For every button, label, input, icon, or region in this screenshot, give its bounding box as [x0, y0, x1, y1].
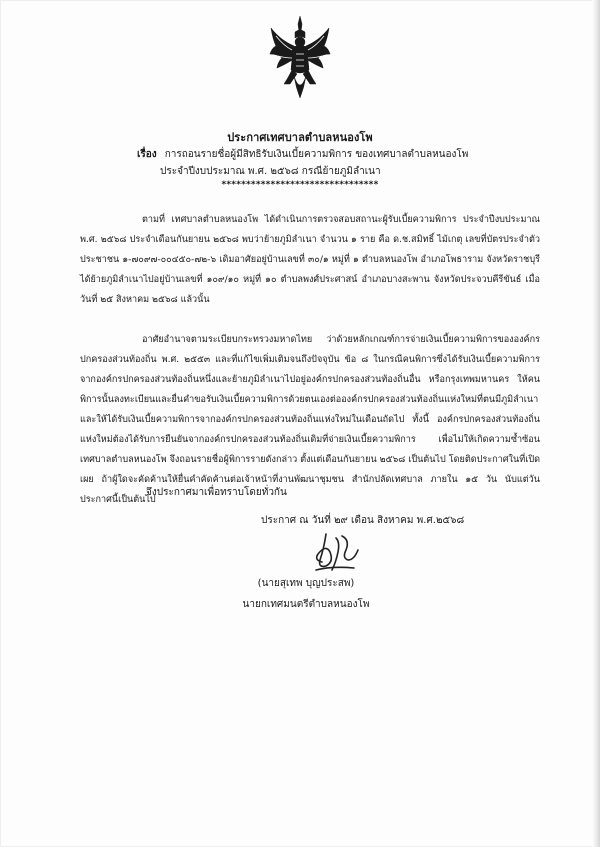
subject-label: เรื่อง	[137, 149, 157, 160]
subject-block	[137, 146, 577, 180]
handwritten-signature-icon	[296, 530, 376, 578]
subject-line-1: การถอนรายชื่อผู้มีสิทธิรับเงินเบี้ยความพิการ ของเทศบาลตำบลหนองโพ	[164, 149, 469, 160]
closing-statement: จึงประกาศมาเพื่อทราบโดยทั่วกัน	[146, 487, 287, 498]
garuda-emblem-icon	[268, 14, 332, 100]
announcement-heading: ประกาศเทศบาลตำบลหนองโพ	[227, 131, 373, 144]
body-paragraph-1: ตามที่ เทศบาลตำบลหนองโพ ได้ดำเนินการตรวจสอบสถานะผู้รับเบี้ยความพิการ ประจำปีงบประมาณ พ.ศ. ๒๕๖๘ ประจำเดือนกันยายน ๒๕๖๘ พบว่าย้ายภูมิลำเนา จำนวน ๑ ราย คือ ด.ช.สมิทธิ์ ไม้เกตุ เลขที่บัตรประจำตัวประชาชน ๑-๗๐๙๗-๐๐๔๕๐-๗๒-๖ เดิมอาศัยอยู่บ้านเลขที่ ๓๐/๑ หมู่ที่ ๑ ตำบลหนองโพ อำเภอโพธาราม จังหวัดราชบุรี ได้ย้ายภูมิลำเนาไปอยู่บ้านเลขที่ ๑๐๙/๑๐ หมู่ที่ ๑๐ ตำบลพงศ์ประศาสน์ อำเภอบางสะพาน จังหวัดประจวบคีรีขันธ์ เมื่อวันที่ ๒๕ สิงหาคม ๒๕๖๘ แล้วนั้น	[80, 215, 540, 305]
body-paragraph-2: อาศัยอำนาจตามระเบียบกระทรวงมหาดไทย ว่าด้วยหลักเกณฑ์การจ่ายเงินเบี้ยความพิการขององค์กรปกครองส่วนท้องถิ่น พ.ศ. ๒๕๕๓ และที่แก้ไขเพิ่มเติมจนถึงปัจจุบัน ข้อ ๘ ในกรณีคนพิการซึ่งได้รับเงินเบี้ยความพิการจากองค์กรปกครองส่วนท้องถิ่นหนึ่งและย้ายภูมิลำเนาไปอยู่องค์กรปกครองส่วนท้องถิ่นอื่น หรือกรุงเทพมหานคร ให้คนพิการนั้นลงทะเบียนและยื่นคำขอรับเงินเบี้ยความพิการด้วยตนเองต่อองค์กรปกครองส่วนท้องถิ่นแห่งใหม่ที่ตนมีภูมิลำเนา และให้ได้รับเงินเบี้ยความพิการจากองค์กรปกครองส่วนท้องถิ่นแห่งใหม่ในเดือนถัดไป ทั้งนี้ องค์กรปกครองส่วนท้องถิ่นแห่งใหม่ต้องได้รับการยืนยันจากองค์กรปกครองส่วนท้องถิ่นเดิมที่จ่ายเงินเบี้ยความพิการ เพื่อไม่ให้เกิดความซ้ำซ้อน เทศบาลตำบลหนองโพ จึงถอนรายชื่อผู้พิการรายดังกล่าว ตั้งแต่เดือนกันยายน ๒๕๖๘ เป็นต้นไป โดยติดประกาศในที่เปิดเผย ถ้าผู้ใดจะคัดค้านให้ยื่นคำคัดค้านต่อเจ้าหน้าที่งานพัฒนาชุมชน สำนักปลัดเทศบาล ภายใน ๑๕ วัน นับแต่วันประกาศนี้เป็นต้นไป	[80, 335, 540, 505]
signer-title: นายกเทศมนตรีตำบลหนองโพ	[242, 599, 370, 610]
announcement-date: ประกาศ ณ วันที่ ๒๙ เดือน สิงหาคม พ.ศ.๒๕๖๘	[261, 515, 465, 526]
subject-line-2: ประจำปีงบประมาณ พ.ศ. ๒๕๖๘ กรณีย้ายภูมิลำเนา	[160, 166, 381, 177]
separator-stars: ********************************	[221, 180, 379, 190]
signer-name: (นายสุเทพ บุญประสพ)	[257, 578, 355, 589]
